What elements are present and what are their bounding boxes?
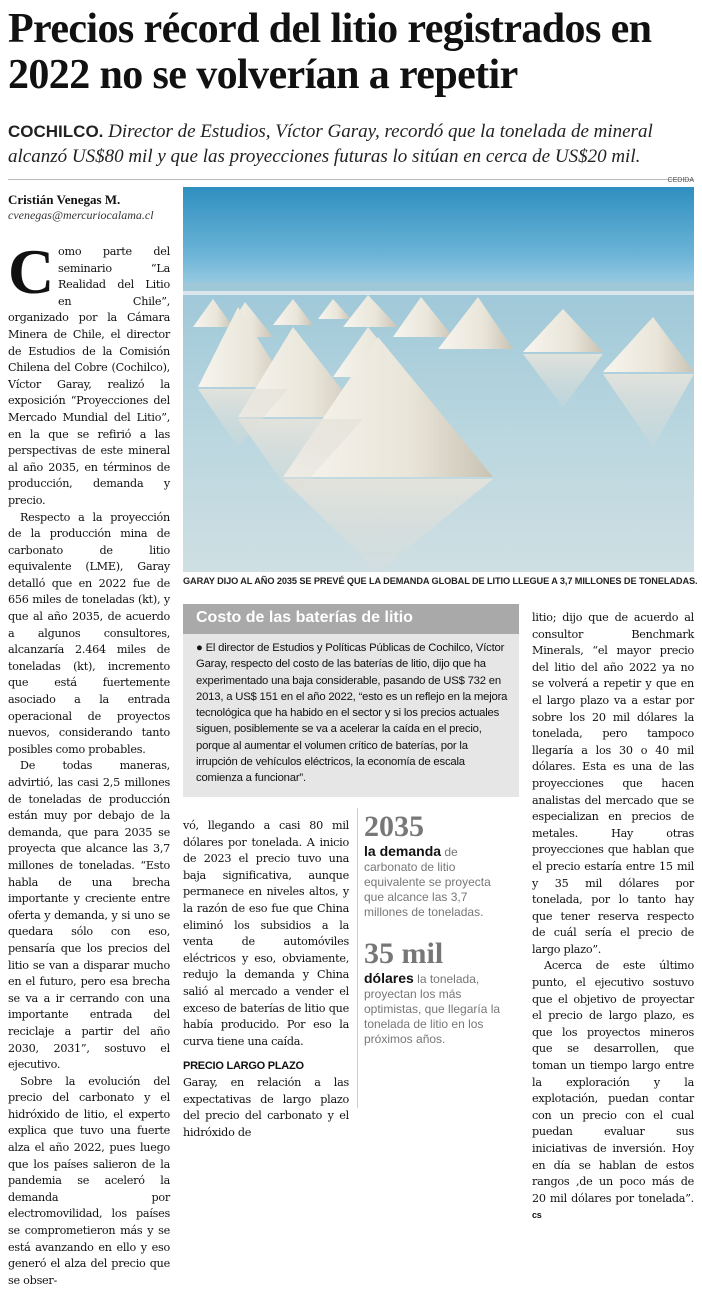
col1-paragraph-1: omo parte del seminario “La Realidad del Litio en Chile”, organizado por la Cámara Minera de Chile, el director de Estudios de la Comisión Chilena del Cobre (Cochilco), Víctor Garay, realizó la exposición “Proyecciones del Mercado Mundial del Litio”, en la que se refirió a las perspectivas de este mineral al año 2035, en términos de producción, demanda y precio. bbox=[8, 245, 170, 507]
photo-credit: CEDIDA bbox=[667, 177, 694, 184]
photo-caption: GARAY DIJO AL AÑO 2035 SE PREVÉ QUE LA DEMANDA GLOBAL DE LITIO LLEGUE A 3,7 MILLONES DE TONELADAS. bbox=[183, 576, 698, 586]
byline-email: cvenegas@mercuriocalama.cl bbox=[8, 208, 154, 222]
bullet-icon: ● bbox=[196, 642, 206, 654]
stat-35mil-number: 35 mil bbox=[364, 937, 444, 970]
stat-2035-text: la demanda de carbonato de litio equivalente se proyecta que alcance las 3,7 millones de toneladas. bbox=[364, 843, 491, 919]
stat-2035-number: 2035 bbox=[364, 810, 424, 843]
col3-paragraph-2: Acerca de este último punto, el ejecutivo sostuvo que el objetivo de proyectar el precio de largo plazo, es que los proyectos mineros que se desarrollen, que toman un tiempo largo entre la exploración y la explotación, puedan contar con un precio con el cual puedan evaluar sus iniciativas de inversión. Hoy en día se hablan de estos rangos ‚de un poco más de 20 mil dólares por tonelada”. cs bbox=[532, 959, 694, 1221]
deck-text: Director de Estudios, Víctor Garay, recordó que la tonelada de mineral alcanzó US$80 mil y que las proyecciones futuras lo sitúan en cerca de US$20 mil. bbox=[8, 121, 653, 167]
byline-author: Cristián Venegas M. bbox=[8, 192, 121, 207]
deck-kicker: COCHILCO. bbox=[8, 122, 104, 141]
stat-2035 bbox=[364, 810, 514, 920]
dropcap: C bbox=[8, 236, 54, 307]
sidebar-box-title: Costo de las baterías de litio bbox=[196, 609, 413, 626]
stat-35mil-text: dólares la tonelada, proyectan los más optimistas, que llegaría la tonelada de litio en los próximos años. bbox=[364, 970, 501, 1046]
col1-paragraph-4: Sobre la evolución del precio del carbonato y el hidróxido de litio, el experto explica que tuvo una fuerte alza el año 2022, pues luego que los países salieron de la pandemia se aceleró la demanda por electromovilidad, los países se comprometieron más y se está avanzando en ello y eso generó el alza del precio que se obser- bbox=[8, 1074, 170, 1287]
col2-paragraph-2: Garay, en relación a las expectativas de largo plazo del precio del carbonato y el hidróxido de bbox=[183, 1075, 349, 1139]
headline: Precios récord del litio registrados en 2022 no se volverían a repetir bbox=[8, 6, 652, 98]
divider bbox=[8, 179, 694, 180]
column-3 bbox=[532, 610, 694, 1224]
end-mark: cs bbox=[532, 1210, 542, 1221]
sidebar-box-text: ● El director de Estudios y Políticas Públicas de Cochilco, Víctor Garay, respecto del costo de las baterías de litio, dijo que ha experimentado una baja considerable, pasando de US$ 732 en 2013, a US$ 151 en el año 2022, “esto es un reflejo en la mejora tecnológica que ha habido en el sector y si los precios actuales siguen, posiblemente se va a acelerar la caída en el precio, porque al aumentar el volumen crítico de baterías, por la irrupción de vehículos eléctricos, la economía de escala comienza a funcionar”. bbox=[196, 642, 508, 785]
column-divider bbox=[357, 808, 358, 1108]
deck bbox=[8, 119, 698, 169]
column-2 bbox=[183, 818, 349, 1141]
col2-paragraph-1: vó, llegando a casi 80 mil dólares por tonelada. A inicio de 2023 el precio tuvo una baja significativa, aunque permanece en niveles altos, y la razón de eso fue que China eliminó los subsidios a la venta de automóviles eléctricos y eso, obviamente, redujo la demanda y China salió al mercado a vender el exceso de baterías de litio que había producido. Por eso la curva tiene una caída. bbox=[183, 819, 349, 1048]
subheading: PRECIO LARGO PLAZO bbox=[183, 1060, 304, 1073]
col1-paragraph-2: Respecto a la proyección de la producción mina de carbonato de litio equivalente (LME), Garay detalló que en 2022 fue de 656 miles de toneladas (kt), y que al año 2035, de acuerdo a algunos consultores, alcanzaría 2.464 miles de toneladas (kt), incremento que está fuertemente asociado a la entrada operacional de proyectos nuevos, considerando tanto posibles como probables. bbox=[8, 510, 170, 756]
column-1 bbox=[8, 236, 170, 1289]
stat-35mil bbox=[364, 937, 514, 1047]
salt-flat-photo bbox=[183, 187, 694, 572]
col3-paragraph-1: litio; dijo que de acuerdo al consultor Benchmark Minerals, “el mayor precio del litio del año 2022 ya no se volverá a repetir y que en el largo plazo va a estar por sobre los 20 mil dólares la tonelada, pero tampoco llegaría a los 30 o 40 mil dólares. Esta es una de las proyecciones que hacen analistas del mercado que se especializan en precios de metales. Hay otras proyecciones que hablan que el precio estaría entre 15 mil y 35 mil dólares por tonelada, por lo tanto hay que tener reserva respecto de cuál sería el precio de largo plazo”. bbox=[532, 611, 694, 956]
col1-paragraph-3: De todas maneras, advirtió, las casi 2,5 millones de toneladas de producción están muy por debajo de la demanda, que para 2035 se proyecta que alcance las 3,7 millones de toneladas. “Esto habla de una brecha importante y creciente entre oferta y demanda, y si uno se quedara sólo con eso, pensaría que los precios del litio se van a disparar mucho en el futuro, pero esa brecha se va a ir cerrando con una importante entrada del reciclaje a partir del año 2030, 2031”, sostuvo el ejecutivo. bbox=[8, 759, 170, 1072]
